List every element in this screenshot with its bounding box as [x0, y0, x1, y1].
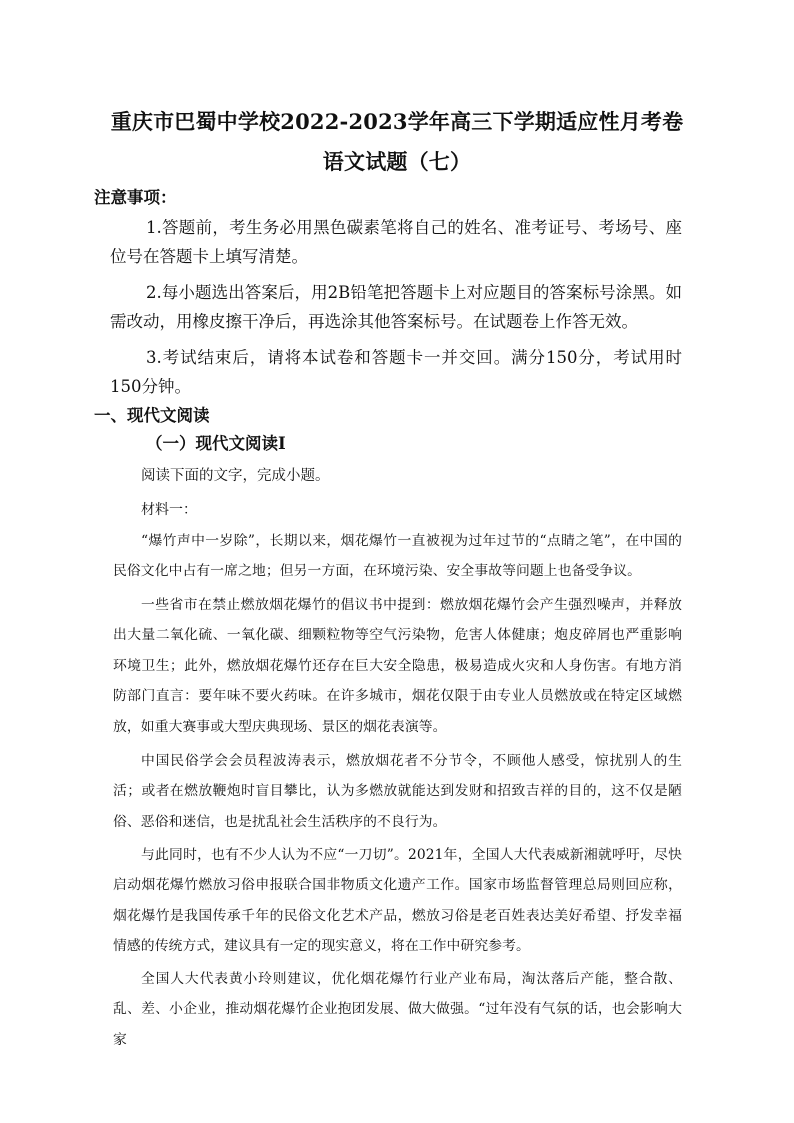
page-subtitle: 语文试题（七）: [322, 149, 472, 174]
notice-heading: 注意事项：: [94, 188, 177, 207]
paragraph-1: “爆竹声中一岁除”，长期以来，烟花爆竹一直被视为过年过节的“点睛之笔”，在中国的民俗文化中占有一席之地；但另一方面，在环境污染、安全事故等问题上也备受争议。: [113, 533, 682, 580]
section-subheading: （一）现代文阅读I: [146, 434, 286, 453]
paragraph-4: 与此同时，也有不少人认为不应“一刀切”。2021年，全国人大代表威新湘就呼吁，尽快启动烟花爆竹燃放习俗申报联合国非物质文化遗产工作。国家市场监督管理总局则回应称，烟花爆竹是我国传承千年的民俗文化艺术产品，燃放习俗是老百姓表达美好希望、抒发幸福情感的传统方式，建议具有一定的现实意义，将在工作中研究参考。: [113, 847, 682, 955]
notice-item-1: 1.答题前，考生务必用黑色碳素笔将自己的姓名、准考证号、考场号、座位号在答题卡上填写清楚。: [110, 218, 682, 266]
notice-item-2: 2.每小题选出答案后，用2B铅笔把答题卡上对应题目的答案标号涂黑。如需改动，用橡皮擦干净后，再选涂其他答案标号。在试题卷上作答无效。: [110, 283, 682, 331]
page-title: 重庆市巴蜀中学校2022-2023学年高三下学期适应性月考卷: [110, 109, 684, 134]
paragraph-2: 一些省市在禁止燃放烟花爆竹的倡议书中提到：燃放烟花爆竹会产生强烈噪声，并释放出大量二氧化硫、一氧化碳、细颗粒物等空气污染物，危害人体健康；炮皮碎屑也严重影响环境卫生；此外，燃放烟花爆竹还存在巨大安全隐患，极易造成火灾和人身伤害。有地方消防部门直言：要年味不要火药味。在许多城市，烟花仅限于由专业人员燃放或在特定区域燃放，如重大赛事或大型庆典现场、景区的烟花表演等。: [113, 597, 682, 735]
material-label: 材料一：: [141, 502, 197, 518]
paragraph-3: 中国民俗学会会员程波涛表示，燃放烟花者不分节令，不顾他人感受，惊扰别人的生活；或者在燃放鞭炮时盲目攀比，认为多燃放就能达到发财和招致吉祥的目的，这不仅是陋俗、恶俗和迷信，也是扰乱社会生活秩序的不良行为。: [113, 753, 682, 830]
paragraph-5: 全国人大代表黄小玲则建议，优化烟花爆竹行业产业布局，淘汰落后产能，整合散、乱、差、小企业，推动烟花爆竹企业抱团发展、做大做强。“过年没有气氛的话，也会影响大家: [113, 971, 682, 1048]
notice-item-3: 3.考试结束后，请将本试卷和答题卡一并交回。满分150分，考试用时150分钟。: [110, 348, 682, 396]
reading-instruction: 阅读下面的文字，完成小题。: [141, 468, 330, 484]
section-heading: 一、现代文阅读: [94, 406, 210, 425]
